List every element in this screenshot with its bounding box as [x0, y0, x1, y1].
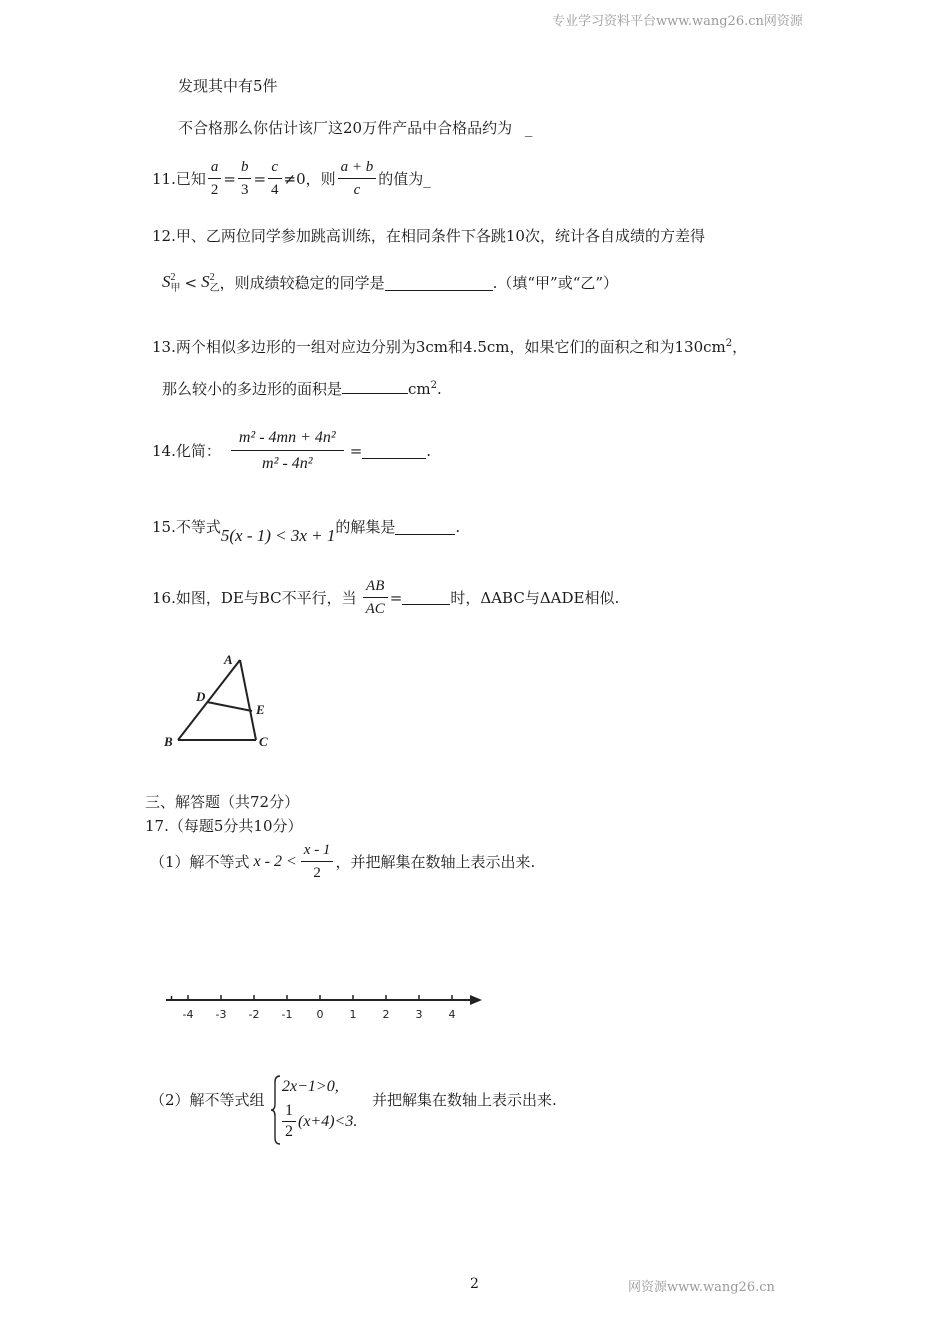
q13-answer-blank [342, 379, 408, 394]
q12-s-yi: S 2 乙 [201, 272, 220, 295]
label-d: D [196, 689, 206, 704]
q11-frac-b3: $\frac{b}{3}$ [238, 157, 252, 200]
segment-de [207, 702, 252, 711]
header-watermark: 专业学习资料平台www.wang26.cn网资源 [552, 14, 803, 29]
q16-eq: = [389, 588, 403, 607]
number-line-label: 3 [415, 1008, 423, 1021]
q11-frac-abc: $\frac{a + b}{c}$ [338, 157, 377, 200]
number-line-label: -4 [182, 1008, 194, 1021]
footer-watermark: 网资源www.wang26.cn [628, 1280, 775, 1295]
q17-p1-frac: $\frac{x - 1}{2}$ [301, 840, 334, 883]
question-16 [152, 576, 619, 619]
q15-suffix: 的解集是 [335, 518, 396, 536]
question-11 [152, 157, 431, 200]
section-3-title: 三、解答题（共72分） [145, 793, 300, 811]
q17-part1 [150, 840, 535, 883]
q12-less: < [184, 274, 198, 293]
triangle-figure [140, 640, 290, 760]
q16-suffix: 时，ΔABC与ΔADE相似. [450, 588, 620, 607]
q11-then: ，则 [305, 169, 336, 188]
page-number: 2 [470, 1276, 479, 1292]
number-line [160, 988, 490, 1028]
q17-p2-suffix: 并把解集在数轴上表示出来. [372, 1091, 557, 1109]
question-14 [152, 428, 431, 474]
q12-mid: ，则成绩较稳定的同学是 [219, 274, 385, 293]
q14-fraction: $\frac{\text{m² - 4mn + 4n²}}{\text{m² - 4n²}}$ [231, 428, 344, 474]
q13-line1: 13.两个相似多边形的一组对应边分别为3cm和4.5cm，如果它们的面积之和为$130cm^2$， [152, 338, 748, 356]
question-15 [152, 508, 460, 546]
q17-p2-prefix: （2）解不等式组 [150, 1091, 265, 1109]
q11-eq1: = [223, 169, 236, 188]
q12-s-jia: S 2 甲 [162, 272, 181, 295]
q11-blank: _ [423, 169, 431, 188]
q17-p2-expr: (x+4)<3. [298, 1112, 358, 1130]
q15-expression: 5(x - 1) < 3x + 1 [220, 526, 336, 545]
q14-eq: = [349, 442, 363, 460]
q16-prefix: 16.如图，DE与BC不平行，当 [152, 588, 357, 607]
q15-end: . [455, 518, 461, 536]
label-e: E [256, 702, 265, 717]
q11-eq2: = [253, 169, 267, 188]
q11-frac-c4: $\frac{c}{4}$ [268, 157, 282, 200]
q14-prefix: 14.化简： [152, 442, 221, 460]
number-line-label: -1 [281, 1008, 293, 1021]
q15-prefix: 15.不等式 [152, 518, 221, 536]
q13-line2: 那么较小的多边形的面积是 $cm^2$. [162, 380, 442, 398]
q16-frac-ab-ac: $\frac{AB}{AC}$ [363, 576, 388, 619]
q12-line1: 12.甲、乙两位同学参加跳高训练，在相同条件下各跳10次，统计各自成绩的方差得 [152, 227, 705, 245]
system-brace [270, 1074, 282, 1146]
q17-p2-line1: 2x−1>0, [282, 1078, 339, 1095]
q17-p2-frac: $\frac{1}{2}$ [282, 1102, 296, 1141]
q11-prefix: 11.已知 [152, 169, 206, 188]
q12-answer-blank [385, 276, 493, 291]
label-b: B [164, 734, 173, 749]
q12-line2 [162, 272, 618, 294]
q12-end: .（填“甲”或“乙”） [492, 274, 619, 293]
q10-line1: 发现其中有5件 [178, 77, 278, 95]
q17-p2-line2 [282, 1102, 357, 1141]
q14-answer-blank [362, 444, 426, 459]
q15-answer-blank [395, 520, 455, 535]
q14-end: . [426, 442, 432, 460]
q17-p1-suffix: ，并把解集在数轴上表示出来. [335, 852, 536, 871]
q17-title: 17.（每题5分共10分） [145, 817, 303, 835]
q11-frac-a2: $\frac{a}{2}$ [208, 157, 222, 200]
number-line-label: -2 [248, 1008, 260, 1021]
number-line-label: -3 [215, 1008, 227, 1021]
edge-ac [240, 660, 256, 740]
q11-neq-zero: ≠0 [283, 169, 306, 188]
q13-line2-text: 那么较小的多边形的面积是 [162, 380, 343, 398]
number-line-arrow [470, 995, 482, 1005]
q10-line2-text: 不合格那么你估计该厂这20万件产品中合格品约为 [178, 119, 513, 137]
number-line-label: 1 [349, 1008, 357, 1021]
edge-ab [178, 660, 240, 740]
label-c: C [259, 734, 268, 749]
label-a: A [224, 652, 233, 667]
q11-suffix: 的值为 [378, 169, 424, 188]
q16-answer-blank [402, 590, 450, 605]
q17-p1-prefix: （1）解不等式 [150, 852, 250, 871]
number-line-label: 4 [448, 1008, 456, 1021]
q10-line2 [178, 118, 532, 138]
number-line-label: 2 [382, 1008, 390, 1021]
q17-p1-lhs: x - 2 < [253, 852, 297, 870]
number-line-label: 0 [316, 1008, 324, 1021]
q10-blank: _ [524, 119, 533, 137]
